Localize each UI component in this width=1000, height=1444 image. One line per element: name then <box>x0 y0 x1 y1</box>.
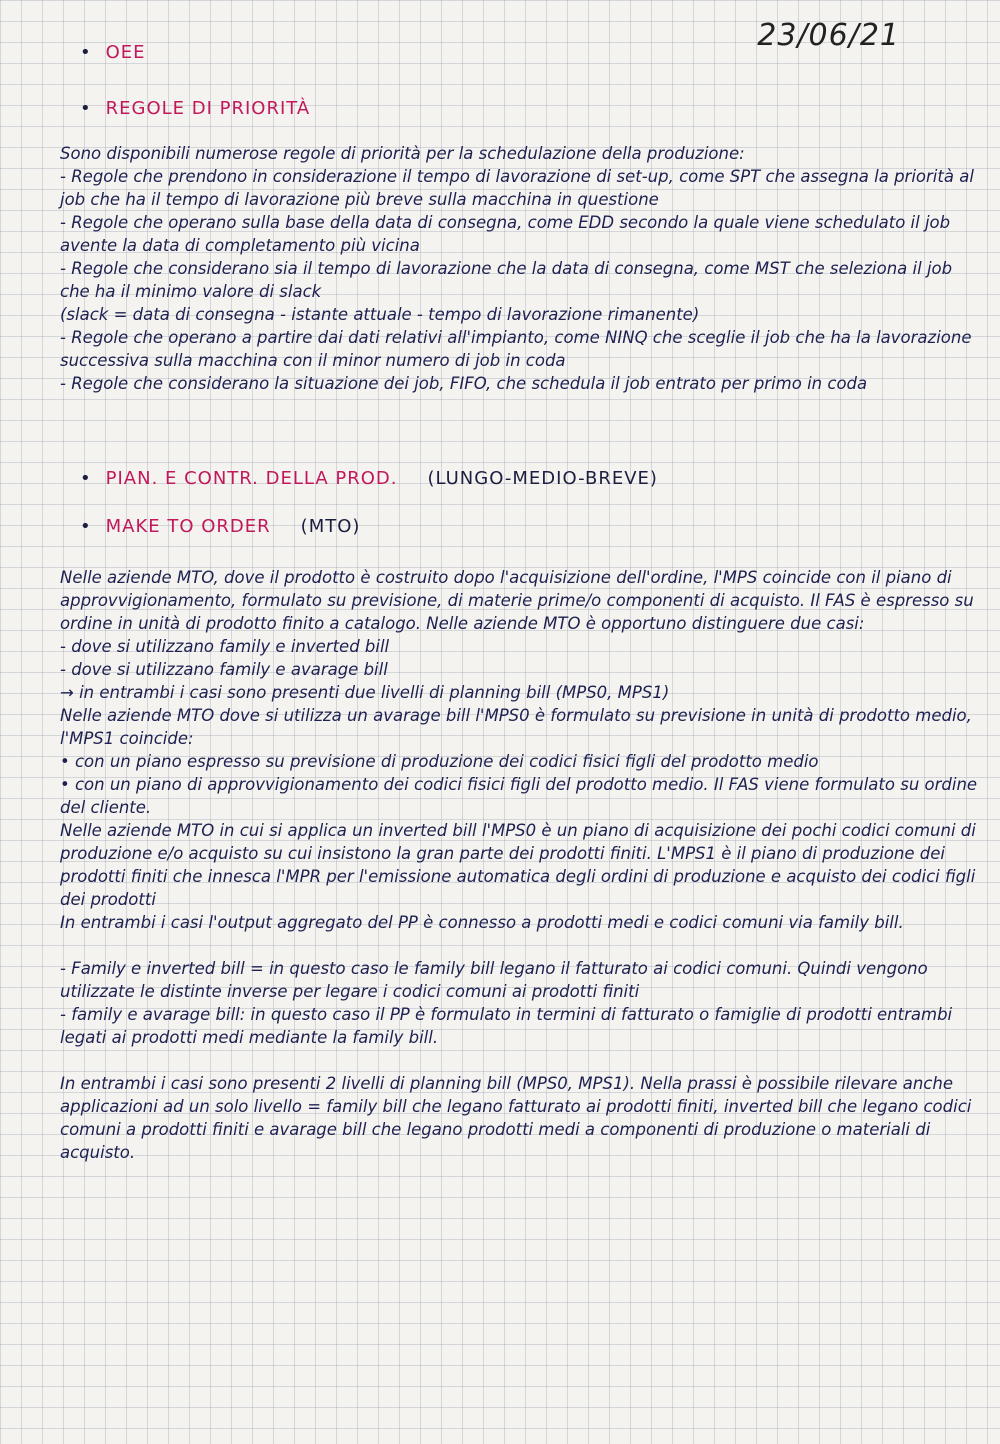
title-text: MAKE TO ORDER <box>105 516 271 537</box>
mto-p3: Nelle aziende MTO in cui si applica un inverted bill l'MPS0 è un piano di acquisizione dei pochi codici comuni di produzione e/o acquisto su cui insistono la gran parte dei prodotti finiti. L'MPS1 è il piano di produzione dei prodotti finiti che innesca l'MPR per l'emissione automatica degli ordini di produzione e acquisto dei codici figli dei prodotti <box>60 821 976 909</box>
regole-item-2: - Regole che operano sulla base della data di consegna, come EDD secondo la quale viene schedulato il job avente la data di completamento più vicina <box>60 213 951 255</box>
section-title-mto <box>80 516 360 537</box>
section-title-regole <box>80 98 310 119</box>
regole-intro: Sono disponibili numerose regole di priorità per la schedulazione della produzione: <box>60 144 745 163</box>
section-title-pian <box>80 468 658 489</box>
title-text: OEE <box>105 42 146 63</box>
bullet-icon: • <box>80 516 92 537</box>
bullet-icon: • <box>80 42 92 63</box>
mto-p4: In entrambi i casi l'output aggregato del PP è connesso a prodotti medi e codici comuni via family bill. <box>60 913 904 932</box>
mto-family-1: - Family e inverted bill = in questo caso le family bill legano il fatturato ai codici comuni. Quindi vengono utilizzate le distinte inverse per legare i codici comuni ai prodotti finiti <box>60 959 928 1001</box>
title-text: PIAN. E CONTR. DELLA PROD. <box>105 468 398 489</box>
mto-family-2: - family e avarage bill: in questo caso il PP è formulato in termini di fatturato o famiglie di prodotti entrambi legati ai prodotti medi mediante la family bill. <box>60 1005 953 1047</box>
regole-item-3-slack: (slack = data di consegna - istante attuale - tempo di lavorazione rimanente) <box>60 305 700 324</box>
mto-paragraph <box>60 566 980 1164</box>
regole-item-3: - Regole che considerano sia il tempo di lavorazione che la data di consegna, come MST che seleziona il job che ha il minimo valore di slack <box>60 259 953 301</box>
bullet-icon: • <box>80 468 92 489</box>
title-text: REGOLE DI PRIORITÀ <box>105 98 311 119</box>
date-label: 23/06/21 <box>757 18 900 53</box>
mto-case-1: - dove si utilizzano family e inverted bill <box>60 637 390 656</box>
mto-case-2: - dove si utilizzano family e avarage bill <box>60 660 388 679</box>
title-extra: (MTO) <box>300 516 361 537</box>
mto-bullet-2: • con un piano di approvvigionamento dei codici fisici figli del prodotto medio. Il FAS viene formulato su ordine del cliente. <box>60 775 978 817</box>
regole-item-5: - Regole che considerano la situazione dei job, FIFO, che schedula il job entrato per primo in coda <box>60 374 868 393</box>
mto-case-note: → in entrambi i casi sono presenti due livelli di planning bill (MPS0, MPS1) <box>60 683 670 702</box>
title-extra: (LUNGO-MEDIO-BREVE) <box>427 468 658 489</box>
section-title-oee <box>80 42 146 63</box>
mto-bullet-1: • con un piano espresso su previsione di produzione dei codici fisici figli del prodotto medio <box>60 752 819 771</box>
regole-item-4: - Regole che operano a partire dai dati relativi all'impianto, come NINQ che sceglie il job che ha la lavorazione successiva sulla macchina con il minor numero di job in coda <box>60 328 972 370</box>
mto-p1: Nelle aziende MTO, dove il prodotto è costruito dopo l'acquisizione dell'ordine, l'MPS coincide con il piano di approvvigionamento, formulato su previsione, di materie prime/o componenti di acquisto. Il FAS è espresso su ordine in unità di prodotto finito a catalogo. Nelle aziende MTO è opportuno distinguere due casi: <box>60 568 974 633</box>
regole-item-1: - Regole che prendono in considerazione il tempo di lavorazione di set-up, come SPT che assegna la priorità al job che ha il tempo di lavorazione più breve sulla macchina in questione <box>60 167 974 209</box>
mto-p5: In entrambi i casi sono presenti 2 livelli di planning bill (MPS0, MPS1). Nella prassi è possibile rilevare anche applicazioni ad un solo livello = family bill che legano fatturato ai prodotti finiti, inverted bill che legano codici comuni a prodotti finiti e avarage bill che legano prodotti medi a componenti di produzione o materiali di acquisto. <box>60 1074 972 1162</box>
mto-p2: Nelle aziende MTO dove si utilizza un avarage bill l'MPS0 è formulato su previsione in unità di prodotto medio, l'MPS1 coincide: <box>60 706 972 748</box>
bullet-icon: • <box>80 98 92 119</box>
regole-paragraph <box>60 142 980 395</box>
